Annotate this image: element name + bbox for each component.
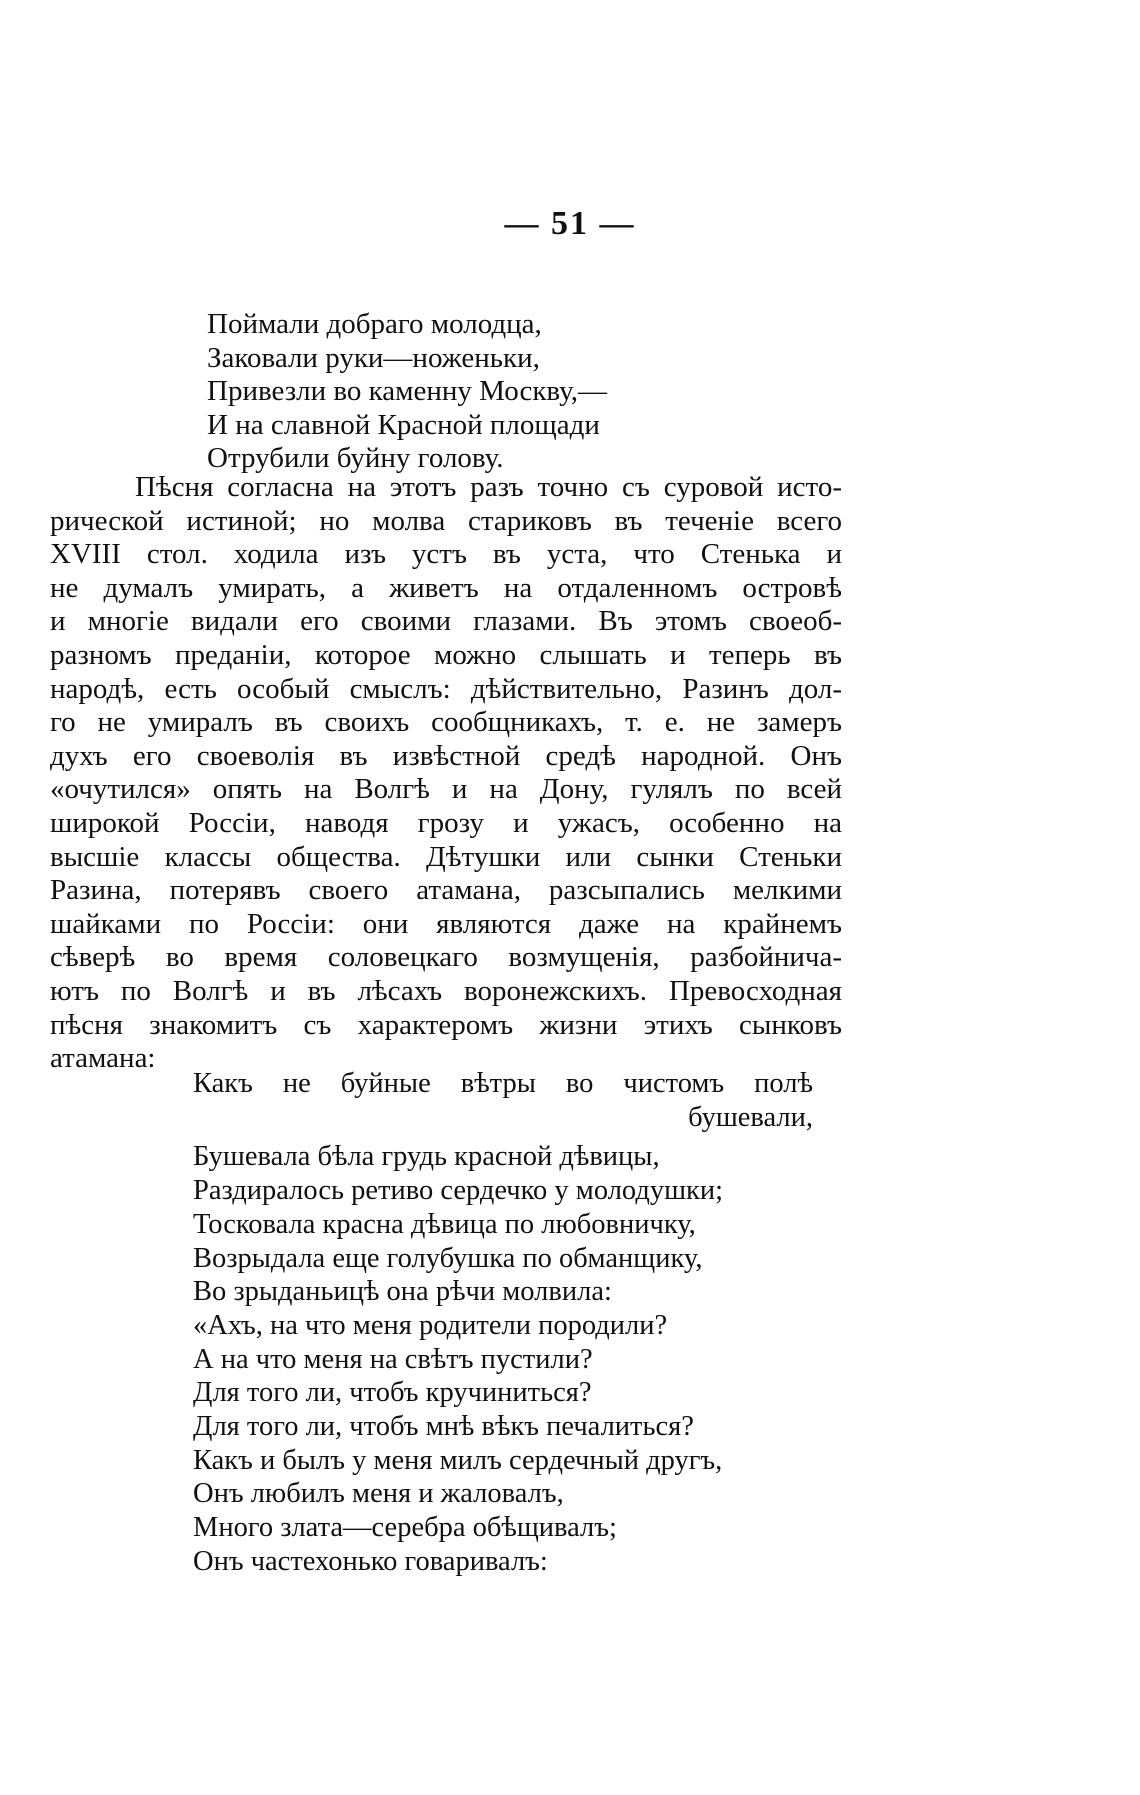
verse-head-line: Какъ не буйные вѣтры во чистомъ полѣ: [193, 1068, 813, 1099]
verse-line: Много злата—серебра обѣщивалъ;: [193, 1512, 617, 1544]
prose-line: народѣ, есть особый смыслъ: дѣйствительно, Разинъ дол-: [50, 672, 842, 705]
prose-line: и многіе видали его своими глазами. Въ этомъ своеоб-: [50, 605, 842, 638]
prose-line: не думалъ умирать, а живетъ на отдаленномъ островѣ: [50, 571, 842, 604]
prose-line: рической истиной; но молва стариковъ въ теченіе всего: [50, 504, 842, 537]
prose-line: высшіе классы общества. Дѣтушки или сынки Стеньки: [50, 840, 842, 873]
prose-line: «очутился» опять на Волгѣ и на Дону, гулялъ по всей: [50, 773, 842, 806]
verse-line: Раздиралось ретиво сердечко у молодушки;: [193, 1175, 724, 1207]
prose-line: Пѣсня согласна на этотъ разъ точно съ суровой исто-: [135, 471, 842, 503]
prose-line: Разина, потерявъ своего атамана, разсыпались мелкими: [50, 874, 842, 907]
verse-line: Онъ любилъ меня и жаловалъ,: [193, 1478, 564, 1510]
verse-line: Для того ли, чтобъ мнѣ вѣкъ печалиться?: [193, 1411, 694, 1443]
page-number: — 51 —: [504, 205, 636, 242]
verse-line: А на что меня на свѣтъ пустили?: [193, 1343, 593, 1375]
verse-line: Отрубили буйну голову.: [207, 442, 504, 474]
verse-line: Для того ли, чтобъ кручиниться?: [193, 1377, 592, 1409]
verse-line: Заковали руки—ноженьки,: [207, 341, 540, 374]
prose-line: пѣсня знакомитъ съ характеромъ жизни этихъ сынковъ: [50, 1008, 842, 1041]
prose-line: разномъ преданіи, которое можно слышать и теперь въ: [50, 638, 842, 671]
verse-line: Тосковала красна дѣвица по любовничку,: [193, 1208, 696, 1240]
verse-line: Привезли во каменну Москву,—: [207, 375, 607, 407]
prose-line: шайками по Россіи: они являются даже на крайнемъ: [50, 907, 842, 940]
prose-line: ютъ по Волгѣ и въ лѣсахъ воронежскихъ. Превосходная: [50, 974, 842, 1007]
verse-block-2: [193, 1067, 813, 1579]
prose-line: широкой Россіи, наводя грозу и ужасъ, особенно на: [50, 806, 842, 839]
verse-block-1: [207, 308, 607, 476]
verse-line: Поймали добраго молодца,: [207, 308, 542, 340]
prose-line: XVIII стол. ходила изъ устъ въ уста, что Стенька и: [50, 538, 842, 571]
verse-line: Онъ частехонько говаривалъ:: [193, 1545, 548, 1577]
verse-line: Какъ и былъ у меня милъ сердечный другъ,: [193, 1444, 723, 1476]
prose-line: духъ его своеволія въ извѣстной средѣ народной. Онъ: [50, 739, 842, 772]
prose-paragraph: [50, 471, 842, 1076]
verse-head-continuation: бушевали,: [688, 1101, 813, 1133]
verse-line: Возрыдала еще голубушка по обманщику,: [193, 1242, 703, 1274]
verse-line: «Ахъ, на что меня родители породили?: [193, 1309, 668, 1341]
prose-line: сѣверѣ во время соловецкаго возмущенія, разбойнича-: [50, 941, 842, 974]
verse-line: Во зрыданьицѣ она рѣчи молвила:: [193, 1276, 612, 1308]
verse-line: И на славной Красной площади: [207, 408, 600, 441]
prose-line: го не умиралъ въ своихъ сообщникахъ, т. е. не замеръ: [50, 706, 842, 739]
verse-line: Бушевала бѣла грудь красной дѣвицы,: [193, 1141, 660, 1173]
prose-line: атамана:: [50, 1042, 156, 1075]
